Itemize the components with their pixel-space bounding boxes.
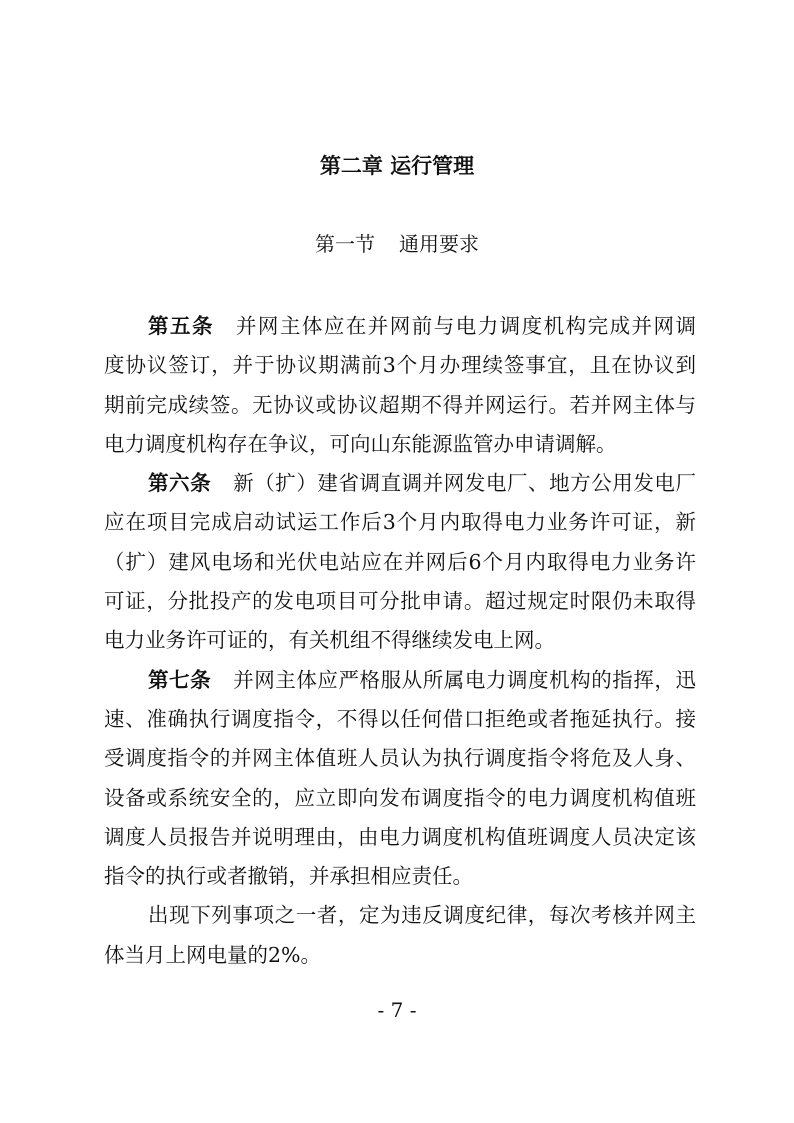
page-number: - 7 - xyxy=(377,998,417,1022)
text-line xyxy=(104,386,696,425)
text-line xyxy=(104,464,696,503)
document-body xyxy=(104,307,696,975)
line-text: 可证，分批投产的发电项目可分批申请。超过规定时限仍未取得 xyxy=(104,589,696,614)
article-number: 第五条 xyxy=(148,314,214,338)
text-line xyxy=(104,503,696,542)
section-number: 第一节 xyxy=(315,232,375,256)
section-heading xyxy=(0,228,794,257)
article-number: 第七条 xyxy=(148,667,212,692)
article-number: 第六条 xyxy=(148,471,212,496)
line-text: 出现下列事项之一者，定为违反调度纪律，每次考核并网主 xyxy=(148,903,696,928)
line-text: 度协议签订，并于协议期满前3个月办理续签事宜，且在协议到 xyxy=(104,353,696,378)
article-paragraph xyxy=(104,661,696,897)
line-text: 电力业务许可证的，有关机组不得继续发电上网。 xyxy=(104,628,555,653)
text-line xyxy=(104,779,696,818)
line-text: 并网主体应严格服从所属电力调度机构的指挥，迅 xyxy=(233,667,696,692)
text-line xyxy=(104,346,696,385)
text-line xyxy=(104,936,696,975)
article-paragraph xyxy=(104,464,696,660)
article-paragraph xyxy=(104,307,696,464)
text-line xyxy=(104,739,696,778)
section-title: 通用要求 xyxy=(399,232,479,256)
line-text: 电力调度机构存在争议，可向山东能源监管办申请调解。 xyxy=(104,431,617,456)
line-text: 速、准确执行调度指令，不得以任何借口拒绝或者拖延执行。接 xyxy=(104,706,696,731)
line-text: 新（扩）建省调直调并网发电厂、地方公用发电厂 xyxy=(233,471,696,496)
text-line xyxy=(104,582,696,621)
text-line xyxy=(104,700,696,739)
line-text: 期前完成续签。无协议或协议超期不得并网运行。若并网主体与 xyxy=(104,392,696,417)
line-text: 指令的执行或者撤销，并承担相应责任。 xyxy=(104,864,473,889)
text-line xyxy=(104,661,696,700)
line-text: 调度人员报告并说明理由，由电力调度机构值班调度人员决定该 xyxy=(104,824,696,849)
line-text: 体当月上网电量的2%。 xyxy=(104,942,322,967)
text-line xyxy=(104,857,696,896)
chapter-title: 第二章 运行管理 xyxy=(319,154,475,178)
line-text: 并网主体应在并网前与电力调度机构完成并网调 xyxy=(235,314,697,338)
text-line xyxy=(104,307,696,346)
line-text: （扩）建风电场和光伏电站应在并网后6个月内取得电力业务许 xyxy=(104,549,696,574)
line-text: 应在项目完成启动试运工作后3个月内取得电力业务许可证，新 xyxy=(104,510,696,535)
text-line xyxy=(104,896,696,935)
line-text: 受调度指令的并网主体值班人员认为执行调度指令将危及人身、 xyxy=(104,746,696,771)
text-line xyxy=(104,543,696,582)
text-line xyxy=(104,818,696,857)
text-line xyxy=(104,621,696,660)
text-line xyxy=(104,425,696,464)
line-text: 设备或系统安全的，应立即向发布调度指令的电力调度机构值班 xyxy=(104,785,696,810)
article-paragraph xyxy=(104,896,696,975)
